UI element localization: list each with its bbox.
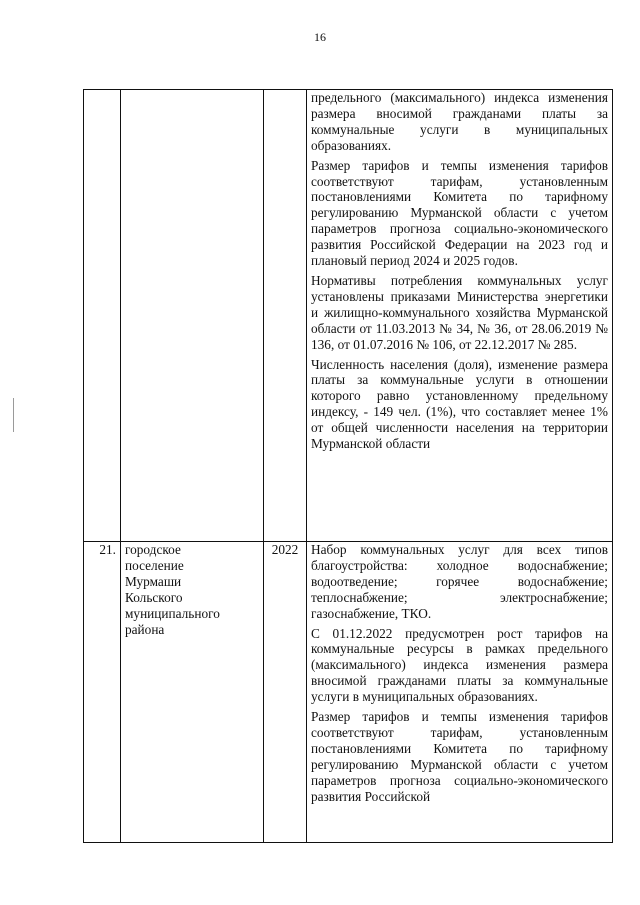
description-paragraph: С 01.12.2022 предусмотрен рост тарифов на коммунальные ресурсы в рамках предельного (максимального) индекса изменения размера вносимой гражданами платы за коммунальные услуги в муниципальных образованиях. [311,625,608,705]
municipality-name-line: Мурмаши [125,573,182,589]
municipality-name-line: района [125,621,165,637]
table-row-continued [84,90,613,542]
description-paragraph: предельного (максимального) индекса изменения размера вносимой гражданами платы за коммунальные услуги в муниципальных образованиях. [311,90,608,153]
scan-margin-mark [13,398,14,432]
municipality-name-line: поселение [125,557,184,573]
description-paragraph: Размер тарифов и темпы изменения тарифов соответствуют тарифам, установленным постановлениями Комитета по тарифному регулированию Мурманской области с учетом параметров прогноза социально-экономического развития Российской Федерации на 2023 год и плановый период 2024 и 2025 годов. [311,157,608,269]
municipality-name-cell [121,90,264,542]
row-number-cell: 21. [84,542,121,843]
municipality-name-cell [121,542,264,843]
description-paragraph: Численность населения (доля), изменение размера платы за коммунальные услуги в отношении которого равно установленному предельному индексу, - 149 чел. (1%), что составляет менее 1% от общей численности населения на территории Мурманской области [311,356,608,452]
description-paragraph: Размер тарифов и темпы изменения тарифов соответствуют тарифам, установленным постановлениями Комитета по тарифному регулированию Мурманской области с учетом параметров прогноза социально-экономического развития Российской [311,709,608,804]
tariff-table [83,89,613,843]
description-cell [307,542,613,843]
description-paragraph: Нормативы потребления коммунальных услуг установлены приказами Министерства энергетики и жилищно-коммунального хозяйства Мурманской области от 11.03.2013 № 34, № 36, от 28.06.2019 № 136, от 01.07.2016 № 106, от 22.12.2017 № 285. [311,272,608,352]
description-cell [307,90,613,542]
row-number-cell [84,90,121,542]
year-cell [264,90,307,542]
municipality-name-line: муниципального [125,605,220,621]
table-row-21 [84,542,613,843]
municipality-name-line: Кольского [125,589,183,605]
description-paragraph: Набор коммунальных услуг для всех типов благоустройства: холодное водоснабжение; водоотведение; горячее водоснабжение; теплоснабжение; электроснабжение; газоснабжение, ТКО. [311,542,608,621]
year-cell: 2022 [264,542,307,843]
page-number: 16 [314,30,326,44]
municipality-name-line: городское [125,542,181,557]
